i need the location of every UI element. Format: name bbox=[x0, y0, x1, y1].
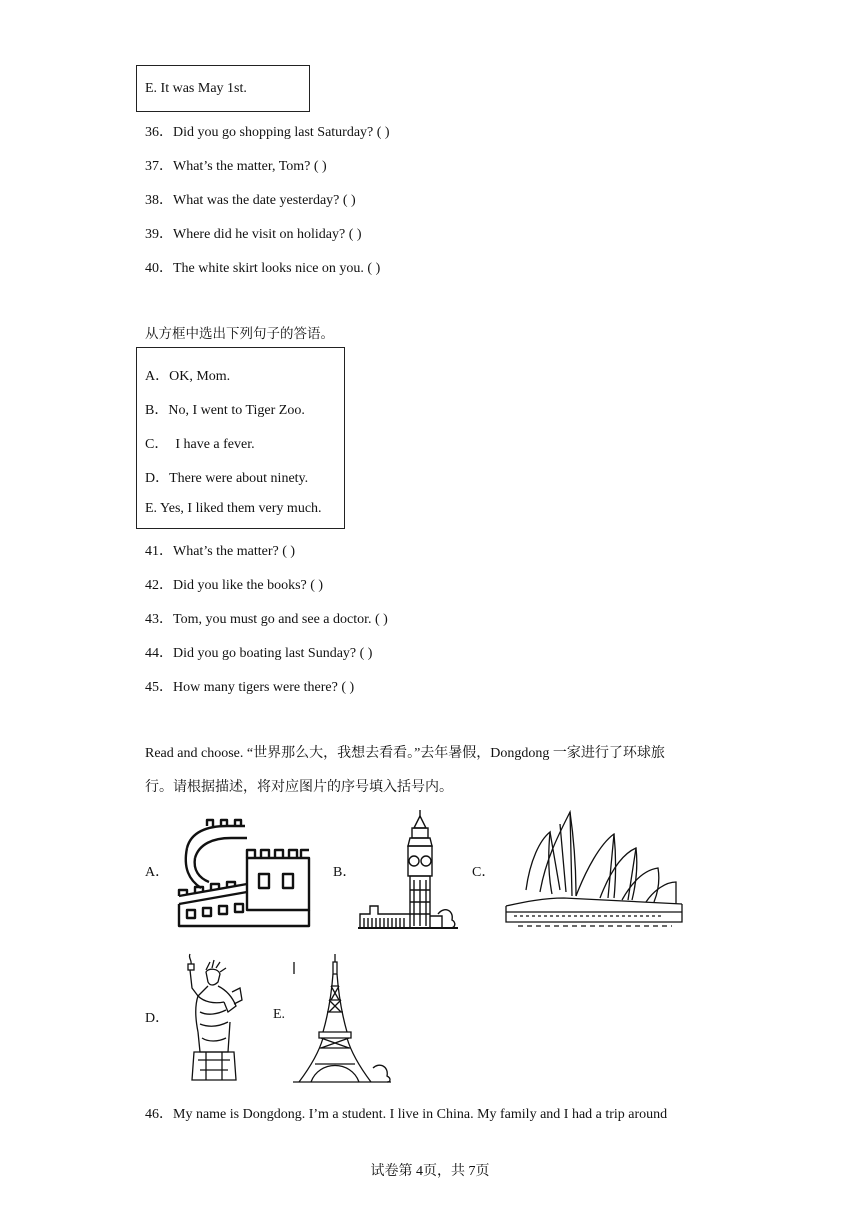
sydney-opera-house-icon bbox=[504, 810, 684, 928]
question-text: The white skirt looks nice on you. ( ) bbox=[173, 261, 381, 276]
picture-label-e: E. bbox=[273, 1007, 286, 1022]
question-text: Tom, you must go and see a doctor. ( ) bbox=[173, 612, 388, 627]
question-number: 43． bbox=[145, 612, 173, 627]
question-43 bbox=[145, 608, 388, 628]
option-c: C． I have a fever. bbox=[145, 437, 255, 452]
question-number: 40． bbox=[145, 261, 173, 276]
question-39 bbox=[145, 223, 362, 243]
picture-label-d: D． bbox=[145, 1011, 170, 1026]
picture-label-c: C． bbox=[472, 865, 496, 880]
question-text: Where did he visit on holiday? ( ) bbox=[173, 227, 362, 242]
question-40 bbox=[145, 257, 380, 277]
question-text: My name is Dongdong. I’m a student. I live in China. My family and I had a trip around bbox=[173, 1107, 668, 1122]
great-wall-icon bbox=[177, 818, 313, 928]
question-number: 36． bbox=[145, 125, 173, 140]
question-41 bbox=[145, 540, 295, 560]
big-ben-icon bbox=[358, 806, 458, 930]
question-42 bbox=[145, 574, 323, 594]
section-intro-line-1: Read and choose. “世界那么大，我想去看看。”去年暑假，Dongdong 一家进行了环球旅 bbox=[145, 746, 665, 761]
question-number: 37． bbox=[145, 159, 173, 174]
option-a: A．OK, Mom. bbox=[145, 369, 231, 384]
option-e: E. It was May 1st. bbox=[145, 81, 247, 96]
question-number: 39． bbox=[145, 227, 173, 242]
option-box-1 bbox=[136, 65, 310, 112]
section-intro-line-2: 行。请根据描述，将对应图片的序号填入括号内。 bbox=[145, 780, 453, 795]
question-number: 38． bbox=[145, 193, 173, 208]
question-text: Did you like the books? ( ) bbox=[173, 578, 324, 593]
question-number: 45． bbox=[145, 680, 173, 695]
question-text: What was the date yesterday? ( ) bbox=[173, 193, 356, 208]
question-text: Did you go shopping last Saturday? ( ) bbox=[173, 125, 390, 140]
eiffel-tower-icon bbox=[291, 952, 395, 1084]
question-text: What’s the matter? ( ) bbox=[173, 544, 296, 559]
question-45 bbox=[145, 676, 354, 696]
question-37 bbox=[145, 155, 327, 175]
question-text: How many tigers were there? ( ) bbox=[173, 680, 355, 695]
question-text: Did you go boating last Sunday? ( ) bbox=[173, 646, 373, 661]
picture-label-a: A． bbox=[145, 865, 170, 880]
question-number: 44． bbox=[145, 646, 173, 661]
question-number: 46． bbox=[145, 1107, 173, 1122]
option-d: D．There were about ninety. bbox=[145, 471, 309, 486]
question-number: 41． bbox=[145, 544, 173, 559]
question-44 bbox=[145, 642, 372, 662]
option-b: B．No, I went to Tiger Zoo. bbox=[145, 403, 305, 418]
picture-label-b: B． bbox=[333, 865, 357, 880]
option-e: E. Yes, I liked them very much. bbox=[145, 501, 322, 516]
question-36 bbox=[145, 121, 390, 141]
question-text: What’s the matter, Tom? ( ) bbox=[173, 159, 327, 174]
option-box-2 bbox=[136, 347, 345, 529]
page-footer: 试卷第 4页，共 7页 bbox=[370, 1164, 490, 1179]
statue-of-liberty-icon bbox=[184, 952, 246, 1082]
section-instruction: 从方框中选出下列句子的答语。 bbox=[145, 326, 334, 342]
question-number: 42． bbox=[145, 578, 173, 593]
question-38 bbox=[145, 189, 356, 209]
question-46 bbox=[145, 1103, 667, 1123]
